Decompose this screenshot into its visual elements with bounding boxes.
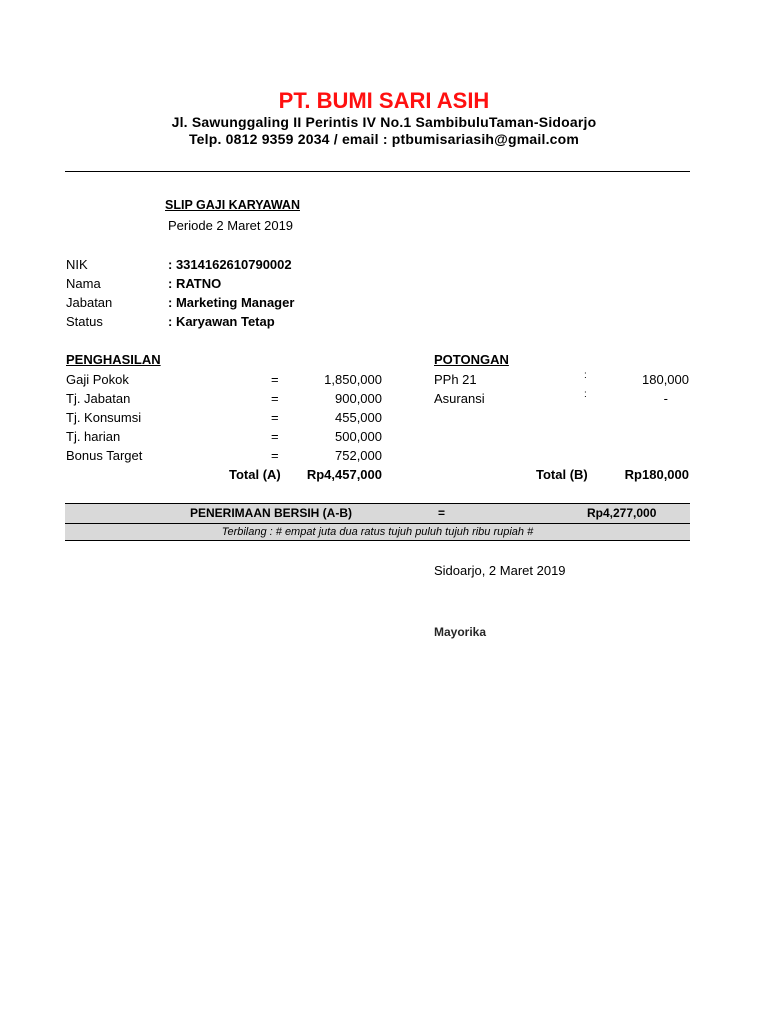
income-item-value: 1,850,000 [324, 372, 382, 387]
income-item-value: 900,000 [335, 391, 382, 406]
net-pay-eq: = [438, 506, 446, 520]
deduction-item-value: 180,000 [642, 372, 689, 387]
slip-period: Periode 2 Maret 2019 [168, 218, 294, 233]
signature-place-date: Sidoarjo, 2 Maret 2019 [434, 563, 566, 578]
status-label: Status [66, 314, 103, 329]
income-item-label: Tj. Konsumsi [66, 410, 142, 425]
deduction-heading: POTONGAN [434, 352, 509, 367]
status-value: : Karyawan Tetap [168, 314, 275, 329]
income-item-eq: = [271, 410, 279, 425]
nik-label: NIK [66, 257, 88, 272]
company-name: PT. BUMI SARI ASIH [278, 88, 490, 113]
deduction-item-sep: : [584, 389, 587, 400]
net-pay-label: PENERIMAAN BERSIH (A-B) [190, 506, 352, 520]
income-heading: PENGHASILAN [66, 352, 161, 367]
position-label: Jabatan [66, 295, 113, 310]
signature-name: Mayorika [434, 625, 487, 639]
name-label: Nama [66, 276, 101, 291]
terbilang-text: Terbilang : # empat juta dua ratus tujuh puluh tujuh ribu rupiah # [65, 523, 690, 541]
income-item-eq: = [271, 391, 279, 406]
deduction-item-label: PPh 21 [434, 372, 477, 387]
deduction-item-value: - [663, 391, 668, 406]
income-item-label: Tj. harian [66, 429, 121, 444]
net-pay-band [65, 503, 690, 523]
income-item-value: 455,000 [335, 410, 382, 425]
income-item-value: 752,000 [335, 448, 382, 463]
income-item-eq: = [271, 448, 279, 463]
income-total-label: Total (A) [229, 467, 281, 482]
deduction-item-sep: : [584, 370, 587, 381]
company-contact: Telp. 0812 9359 2034 / email : ptbumisariasih@gmail.com [188, 131, 580, 147]
company-address: Jl. Sawunggaling II Perintis IV No.1 SambibuluTaman-Sidoarjo [171, 114, 597, 130]
income-item-eq: = [271, 372, 279, 387]
deduction-total-label: Total (B) [536, 467, 588, 482]
name-value: : RATNO [168, 276, 222, 291]
net-pay-value: Rp4,277,000 [587, 506, 657, 520]
slip-title: SLIP GAJI KARYAWAN [165, 198, 300, 212]
income-item-value: 500,000 [335, 429, 382, 444]
position-value: : Marketing Manager [168, 295, 295, 310]
deduction-total-value: Rp180,000 [624, 467, 689, 482]
income-item-label: Bonus Target [66, 448, 143, 463]
income-item-label: Tj. Jabatan [66, 391, 131, 406]
income-total-value: Rp4,457,000 [306, 467, 382, 482]
income-item-label: Gaji Pokok [66, 372, 129, 387]
deduction-item-label: Asuransi [434, 391, 485, 406]
income-item-eq: = [271, 429, 279, 444]
header-divider [65, 171, 690, 172]
nik-value: : 3314162610790002 [168, 257, 292, 272]
